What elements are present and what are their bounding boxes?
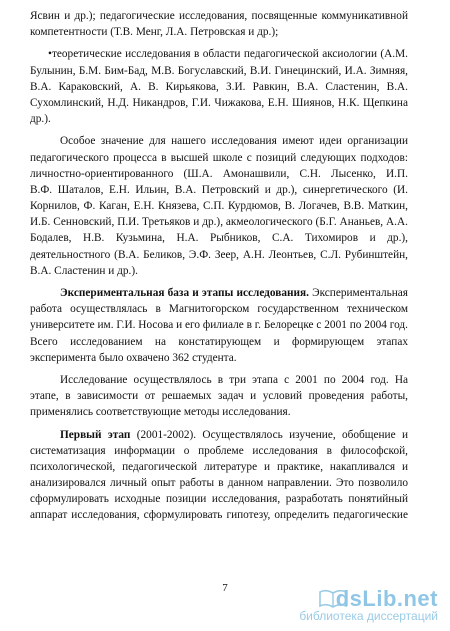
text-line [30, 301, 408, 317]
text-line [30, 443, 408, 459]
text-line [30, 263, 408, 279]
text-line [30, 230, 408, 246]
line-text: Исследование осуществлялось в три этапа с 2001 по 2004 год. На [60, 373, 408, 386]
text-line [30, 95, 408, 111]
line-text: Булынин, Б.М. Бим-Бад, М.В. Богуславский, В.И. Гинецинский, И.А. Зимняя, [30, 64, 408, 77]
text-line [30, 404, 408, 420]
line-text: аппарат исследования, сформулировать гипотезу, определить педагогические [30, 509, 408, 522]
text-line [30, 507, 408, 523]
line-text: др.). [30, 113, 51, 126]
dslib-watermark[interactable] [242, 586, 442, 626]
line-text: В.Ф. Шаталов, Е.Н. Ильин, В.А. Петровский и др.), синергетического (И. [30, 183, 408, 196]
line-text: работа осуществлялась в Магнитогорском государственном техническом [30, 303, 408, 316]
line-text: этапе, в зависимости от решаемых задач и условий проведения работы, [30, 390, 408, 403]
text-line [30, 285, 408, 301]
text-line [30, 79, 408, 95]
text-line [30, 182, 408, 198]
text-line [30, 198, 408, 214]
text-line [30, 388, 408, 404]
line-text: сформулировать исходные позиции исследования, разработать понятийный [30, 493, 408, 506]
bold-heading: Первый этап [60, 428, 131, 441]
watermark-title: dsLib.net [335, 586, 438, 611]
line-text: деятельностного (В.А. Беликов, Э.Ф. Зеер, А.Н. Леонтьев, С.Л. Рубинштейн, [30, 248, 408, 261]
line-text: анализировался личный опыт работы в данном направлении. Это позволило [30, 477, 408, 490]
text-line [30, 166, 408, 182]
line-text: (2001-2002). Осуществлялось изучение, обобщение и [130, 428, 408, 441]
body-text [30, 8, 408, 524]
page-number: 7 [222, 582, 228, 594]
line-text: педагогического процесса в высшей школе с позиций следующих подходов: [30, 151, 408, 164]
text-line [30, 214, 408, 230]
text-line [30, 111, 408, 127]
line-text: Сухомлинский, Н.Д. Никандров, Г.И. Чижакова, Е.Н. Шиянов, Н.К. Щепкина [30, 96, 408, 109]
text-line [30, 350, 408, 366]
line-text: •теоретические исследования в области педагогической аксиологии (А.М. [48, 48, 408, 61]
text-line [30, 24, 408, 40]
line-text: психологической, педагогической литературе и практике, накапливался и [30, 460, 408, 473]
text-line [30, 46, 408, 62]
text-line [30, 372, 408, 388]
line-text: систематизация информации о проблеме исследования в философской, [30, 444, 408, 457]
text-line [30, 8, 408, 24]
text-line [30, 63, 408, 79]
line-text: университете им. Г.И. Носова и его филиале в г. Белорецке с 2001 по 2004 год. [30, 319, 408, 332]
line-text: применялись соответствующие методы исследования. [30, 406, 291, 419]
text-line [30, 475, 408, 491]
line-text: Особое значение для нашего исследования имеют идеи организации [60, 135, 408, 148]
text-line [30, 491, 408, 507]
text-line [30, 133, 408, 149]
line-text: эксперимента было охвачено 362 студента. [30, 351, 237, 364]
text-line [30, 459, 408, 475]
text-line [30, 317, 408, 333]
line-text: Корнилов, Ф. Каган, Е.Н. Князева, С.П. Курдюмов, В. Логачев, В.В. Маткин, [30, 200, 408, 213]
line-text: Экспериментальная [308, 287, 408, 299]
text-line [30, 334, 408, 350]
line-text: Ясвин и др.); педагогические исследования, посвященные коммуникативной [30, 10, 408, 22]
line-text: компетентности (Т.В. Менг, Л.А. Петровская и др.); [30, 26, 279, 39]
text-line [30, 427, 408, 443]
line-text: Бодалев, Н.В. Кузьмина, Н.А. Рыбников, С.А. Тихомиров и др.), [30, 232, 408, 245]
text-line [30, 247, 408, 263]
line-text: Всего исследованием на констатирующем и формирующем этапах [30, 335, 408, 348]
line-text: В.А. Сластенин и др.). [30, 264, 138, 277]
line-text: личностно-ориентированного (Ш.А. Амонашвили, С.Н. Лысенко, И.П. [30, 167, 408, 180]
line-text: В.А. Караковский, А. В. Кирьякова, З.И. Равкин, В.А. Сластенин, В.А. [30, 80, 408, 93]
watermark-subtitle: библиотека диссертаций [299, 609, 438, 623]
line-text: И.Б. Сенновский, П.И. Третьяков и др.), акмеологического (Б.Г. Ананьев, А.А. [30, 216, 408, 229]
text-line [30, 150, 408, 166]
bold-heading: Экспериментальная база и этапы исследования. [60, 287, 309, 299]
